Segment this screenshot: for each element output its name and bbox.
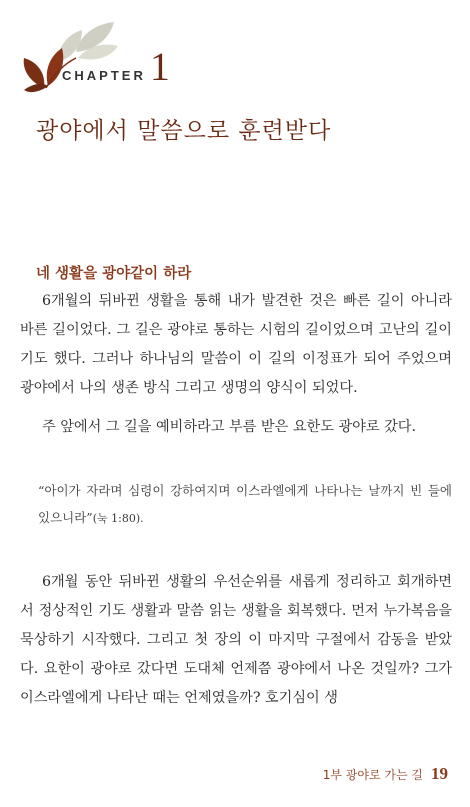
- body-paragraph-2: 주 앞에서 그 길을 예비하라고 부름 받은 요한도 광야로 갔다.: [42, 419, 417, 435]
- running-footer-title: 1부 광야로 가는 길: [322, 768, 423, 782]
- body-paragraph-3: 6개월 동안 뒤바뀐 생활의 우선순위를 새롭게 정리하고 회개하면서 정상적인 기도 생활과 말씀 읽는 생활을 회복했다. 먼저 누가복음을 묵상하기 시작했다. 그리고 첫 장의 이 마지막 구절에서 감동을 받았다. 요한이 광야로 갔다면 도대체 언제쯤 광야에서 나온 것일까? 그가 이스라엘에게 나타난 때는 언제였을까? 호기심이 생: [20, 574, 452, 706]
- page-number: 19: [431, 764, 448, 783]
- quote-text: “아이가 자라며 심령이 강하여지며 이스라엘에게 나타나는 날까지 빈 들에 있으니라”: [38, 483, 452, 525]
- body-paragraph-1: 6개월의 뒤바뀐 생활을 통해 내가 발견한 것은 빠른 길이 아니라 바른 길이었다. 그 길은 광야로 통하는 시험의 길이었으며 고난의 길이기도 했다. 그러나 하나님의 말씀이 이 길의 이정표가 되어 주었으며 광야에서 나의 생존 방식 그리고 생명의 양식이 되었다.: [20, 293, 452, 396]
- page-footer: [323, 764, 448, 784]
- chapter-number: 1: [149, 44, 170, 89]
- chapter-title: 광야에서 말씀으로 훈련받다: [36, 118, 332, 144]
- chapter-word: CHAPTER: [62, 68, 146, 83]
- quote-reference: (눅 1:80).: [92, 512, 144, 525]
- scripture-quote: [38, 477, 452, 532]
- section-heading: 네 생활을 광야같이 하라: [36, 266, 192, 282]
- chapter-label: [62, 44, 170, 89]
